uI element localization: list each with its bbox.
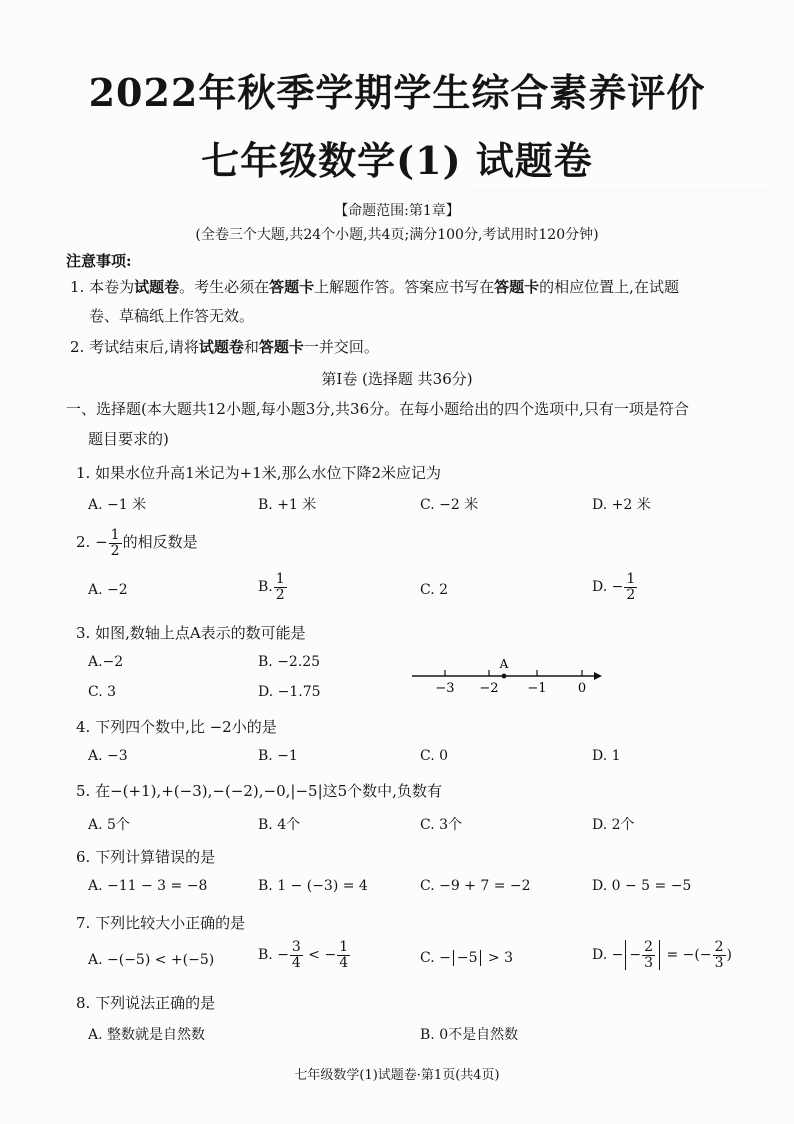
tick-label: −3 bbox=[435, 681, 455, 696]
notice-text: 上解题作答。答案应书写在 bbox=[314, 278, 495, 296]
fraction-numerator: 1 bbox=[110, 527, 120, 543]
notice-text: 。考生必须在 bbox=[179, 278, 270, 296]
q6-option-a: A. −11 − 3 = −8 bbox=[88, 878, 208, 894]
fraction-denominator: 2 bbox=[110, 542, 120, 559]
q1-option-d: D. +2 米 bbox=[592, 497, 651, 513]
notice-item-2 bbox=[70, 336, 379, 357]
q1-option-b: B. +1 米 bbox=[258, 497, 317, 513]
section-title: 第Ⅰ卷 (选择题 共36分) bbox=[321, 370, 473, 388]
exam-info: (全卷三个大题,共24个小题,共4页;满分100分,考试用时120分钟) bbox=[195, 227, 599, 243]
option-prefix: B. − bbox=[258, 947, 289, 964]
absolute-value: −5 bbox=[453, 950, 482, 966]
absolute-value bbox=[625, 940, 660, 970]
section-intro-cont: 题目要求的) bbox=[88, 430, 169, 448]
fraction-numerator: 3 bbox=[291, 939, 301, 955]
q7-option-d bbox=[592, 940, 732, 970]
q8-option-a: A. 整数就是自然数 bbox=[88, 1027, 206, 1043]
notice-bold: 答题卡 bbox=[258, 338, 304, 356]
notice-item-1-cont: 卷、草稿纸上作答无效。 bbox=[89, 307, 255, 325]
option-suffix: > 3 bbox=[483, 950, 514, 966]
tick-label: 0 bbox=[577, 681, 587, 696]
fraction-denominator: 2 bbox=[626, 586, 636, 603]
option-mid: = −(− bbox=[662, 947, 712, 964]
fraction-numerator: 1 bbox=[275, 571, 285, 587]
q6-option-c: C. −9 + 7 = −2 bbox=[420, 878, 531, 894]
q4-option-b: B. −1 bbox=[258, 748, 298, 764]
exam-scope: 【命题范围:第1章】 bbox=[334, 203, 460, 219]
q6-option-b: B. 1 − (−3) = 4 bbox=[258, 878, 368, 894]
fraction-numerator: 2 bbox=[714, 939, 724, 955]
exam-title: 2022年秋季学期学生综合素养评价 bbox=[88, 70, 706, 115]
notice-text: 1. 本卷为 bbox=[70, 278, 135, 296]
option-suffix: ) bbox=[726, 947, 732, 964]
notice-text: 2. 考试结束后,请将 bbox=[70, 338, 199, 356]
fraction-denominator: 3 bbox=[714, 954, 724, 971]
fraction-numerator: 2 bbox=[644, 939, 654, 955]
fraction-numerator: 1 bbox=[339, 939, 349, 955]
q5-option-c: C. 3个 bbox=[420, 817, 463, 833]
option-prefix: D. − bbox=[592, 947, 624, 964]
notice-text: 的相应位置上,在试题 bbox=[539, 278, 679, 296]
q7-option-c bbox=[420, 950, 513, 966]
question-7-stem: 7. 下列比较大小正确的是 bbox=[76, 914, 246, 932]
q4-option-a: A. −3 bbox=[88, 748, 128, 764]
q2-fraction bbox=[109, 528, 122, 558]
notice-bold: 答题卡 bbox=[269, 278, 315, 296]
q2-option-d bbox=[592, 572, 638, 602]
q3-option-a: A.−2 bbox=[88, 654, 124, 670]
q3-option-c: C. 3 bbox=[88, 684, 117, 700]
tick-label: −2 bbox=[479, 681, 499, 696]
fraction-denominator: 4 bbox=[339, 954, 349, 971]
notice-bold: 答题卡 bbox=[494, 278, 540, 296]
notice-bold: 试题卷 bbox=[198, 338, 244, 356]
question-2-stem bbox=[76, 528, 198, 558]
q5-option-b: B. 4个 bbox=[258, 817, 301, 833]
point-a-label: A bbox=[499, 657, 509, 671]
fraction-denominator: 2 bbox=[275, 586, 285, 603]
q5-option-d: D. 2个 bbox=[592, 817, 635, 833]
abs-sign: − bbox=[629, 947, 642, 964]
section-intro: 一、选择题(本大题共12小题,每小题3分,共36分。在每小题给出的四个选项中,只有一项是符合 bbox=[66, 400, 689, 418]
number-line-figure bbox=[408, 656, 604, 700]
q2-stem-prefix: 2. − bbox=[76, 533, 108, 552]
fraction-numerator: 1 bbox=[626, 571, 636, 587]
notice-text: 一并交回。 bbox=[303, 338, 379, 356]
question-4-stem: 4. 下列四个数中,比 −2小的是 bbox=[76, 718, 277, 736]
number-line-arrow bbox=[594, 672, 602, 680]
exam-subtitle: 七年级数学(1) 试题卷 bbox=[201, 138, 593, 183]
question-1-stem: 1. 如果水位升高1米记为+1米,那么水位下降2米应记为 bbox=[76, 464, 442, 482]
fraction-denominator: 4 bbox=[291, 954, 301, 971]
q2-option-b bbox=[258, 572, 288, 602]
notice-text: 和 bbox=[243, 338, 259, 356]
q7-option-a: A. −(−5) < +(−5) bbox=[88, 952, 215, 968]
option-prefix: C. − bbox=[420, 950, 451, 966]
q2-option-c: C. 2 bbox=[420, 582, 449, 598]
q2-stem-suffix: 的相反数是 bbox=[122, 533, 198, 552]
option-prefix: D. − bbox=[592, 579, 624, 596]
question-5-stem: 5. 在−(+1),+(−3),−(−2),−0,|−5|这5个数中,负数有 bbox=[76, 782, 442, 800]
q6-option-d: D. 0 − 5 = −5 bbox=[592, 878, 692, 894]
tick-label: −1 bbox=[527, 681, 547, 696]
q2-option-a: A. −2 bbox=[88, 582, 128, 598]
q5-option-a: A. 5个 bbox=[88, 817, 130, 833]
q3-option-b: B. −2.25 bbox=[258, 654, 321, 670]
notice-item-1 bbox=[70, 276, 679, 297]
page-footer: 七年级数学(1)试题卷·第1页(共4页) bbox=[294, 1068, 500, 1083]
notice-bold: 试题卷 bbox=[134, 278, 180, 296]
question-6-stem: 6. 下列计算错误的是 bbox=[76, 848, 216, 866]
q4-option-d: D. 1 bbox=[592, 748, 621, 764]
option-prefix: B. bbox=[258, 579, 273, 596]
q1-option-c: C. −2 米 bbox=[420, 497, 479, 513]
q7-option-b bbox=[258, 940, 351, 970]
option-mid: < − bbox=[303, 947, 337, 964]
question-3-stem: 3. 如图,数轴上点A表示的数可能是 bbox=[76, 624, 306, 642]
q8-option-b: B. 0不是自然数 bbox=[420, 1027, 519, 1043]
question-8-stem: 8. 下列说法正确的是 bbox=[76, 994, 216, 1012]
point-a-marker bbox=[502, 674, 507, 679]
q1-option-a: A. −1 米 bbox=[88, 497, 147, 513]
fraction-denominator: 3 bbox=[644, 954, 654, 971]
q3-option-d: D. −1.75 bbox=[258, 684, 321, 700]
notice-heading: 注意事项: bbox=[66, 252, 132, 270]
q4-option-c: C. 0 bbox=[420, 748, 449, 764]
